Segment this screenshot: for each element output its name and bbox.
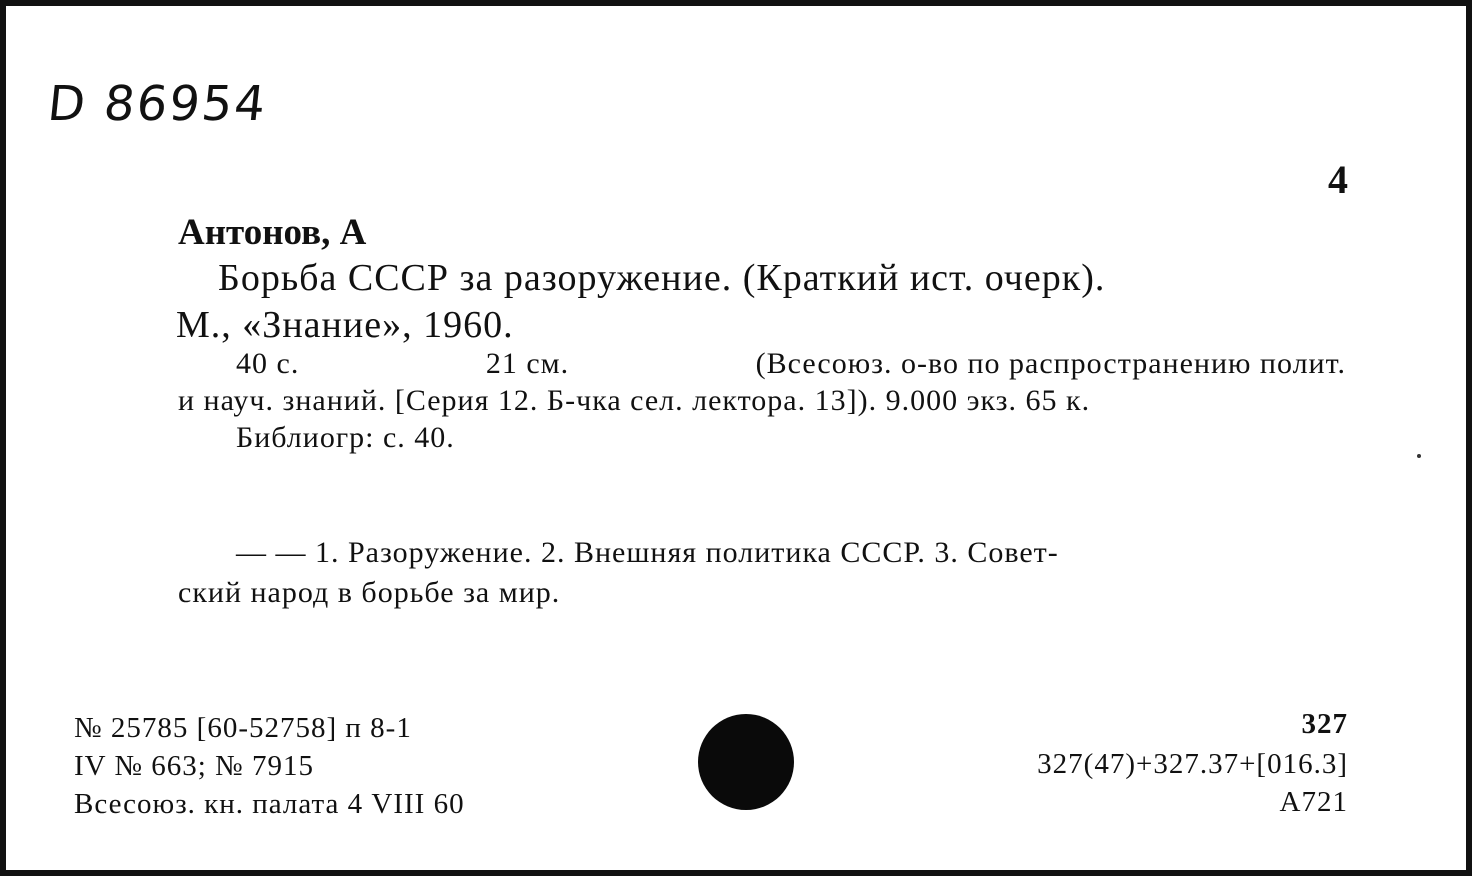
punch-hole xyxy=(698,714,794,810)
footer-left-line-2: IV № 663; № 7915 xyxy=(74,750,314,782)
size: 21 см. xyxy=(485,347,570,380)
footer-right-line-2: 327(47)+327.37+[016.3] xyxy=(1037,748,1348,780)
series-start: (Всесоюз. о-во по распространению полит. xyxy=(755,347,1346,380)
footer-left-line-1: № 25785 [60-52758] п 8-1 xyxy=(74,712,412,744)
footer-right-line-3: А721 xyxy=(1279,786,1348,818)
description-line-2: и науч. знаний. [Серия 12. Б-чка сел. лектора. 13]). 9.000 экз. 65 к. xyxy=(178,384,1091,417)
pages: 40 с. xyxy=(236,347,300,380)
footer-right-line-1: 327 xyxy=(1301,708,1348,740)
author: Антонов, А xyxy=(178,212,367,253)
card-number: 4 xyxy=(1328,157,1348,202)
footer-left-line-3: Всесоюз. кн. палата 4 VIII 60 xyxy=(74,788,465,820)
description-line-1 xyxy=(236,347,1346,381)
title-line-2: М., «Знание», 1960. xyxy=(176,304,514,346)
speck xyxy=(1417,454,1421,458)
subjects-line-2: ский народ в борьбе за мир. xyxy=(178,576,561,609)
description-line-3: Библиогр: с. 40. xyxy=(236,421,455,454)
handwritten-number: D 86954 xyxy=(45,76,270,132)
title-line-1: Борьба СССР за разоружение. (Краткий ист. очерк). xyxy=(218,257,1106,299)
subjects-line-1: — — 1. Разоружение. 2. Внешняя политика СССР. 3. Совет- xyxy=(236,536,1059,569)
